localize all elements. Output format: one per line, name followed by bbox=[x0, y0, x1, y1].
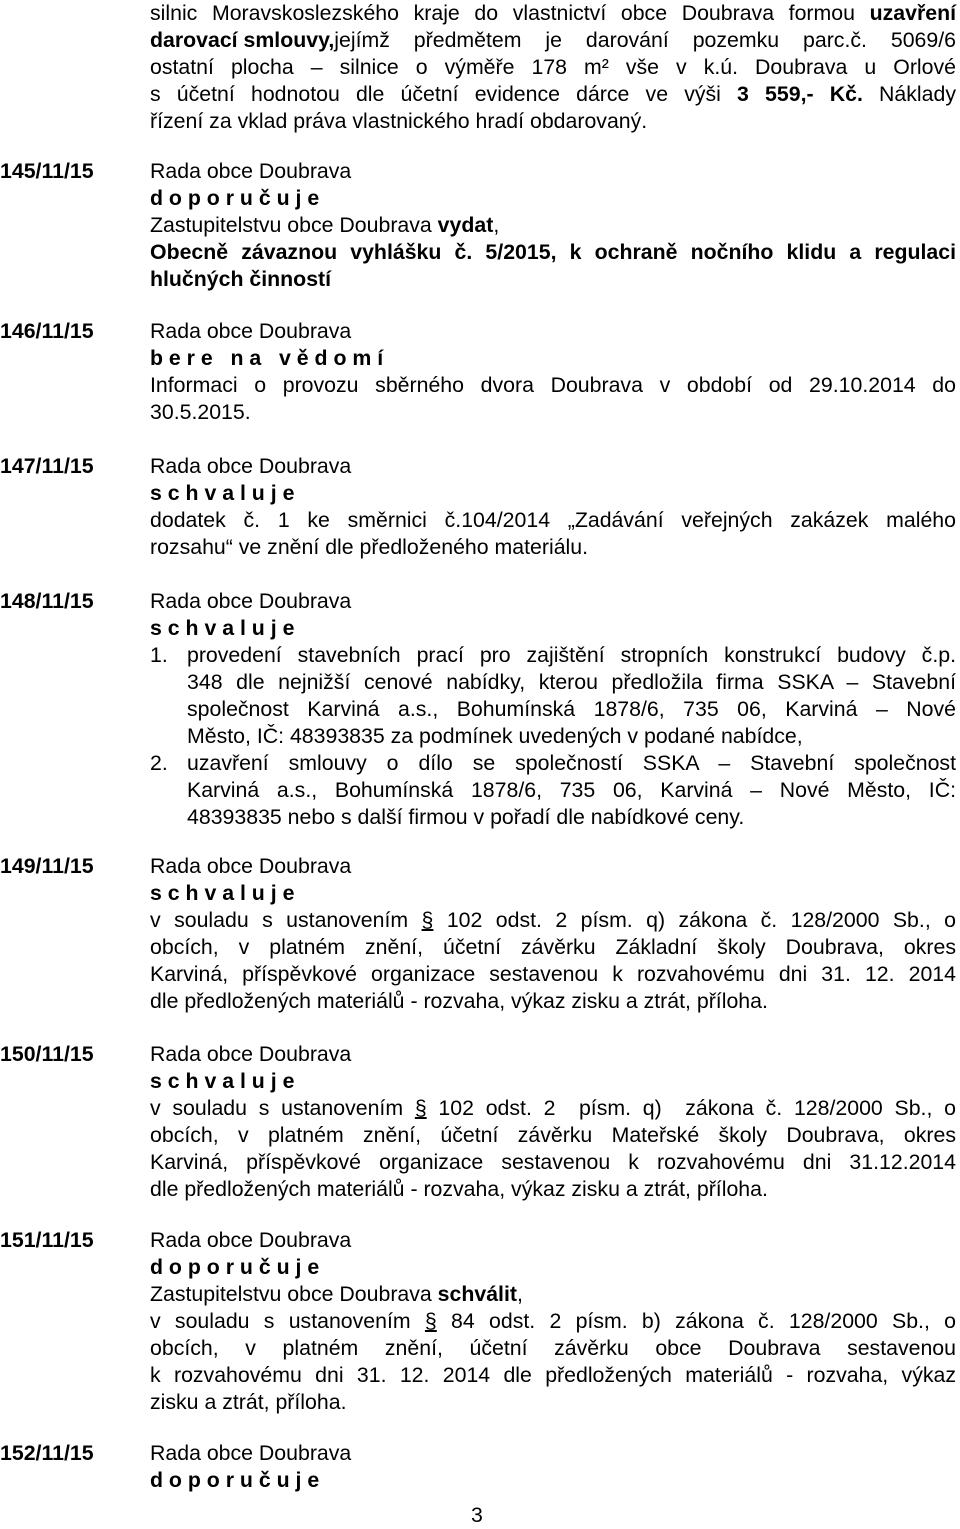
resolution-body: Rada obce Doubrava bbox=[150, 454, 352, 478]
page-number: 3 bbox=[471, 1503, 483, 1527]
resolution-text bbox=[150, 507, 956, 534]
resolution-text bbox=[150, 1308, 956, 1335]
resolution-body: Rada obce Doubrava bbox=[150, 1441, 352, 1465]
resolution-text bbox=[150, 1122, 956, 1149]
intro-line-2 bbox=[150, 27, 956, 54]
resolution-text bbox=[150, 961, 956, 988]
resolution-verb: s c h v a l u j e bbox=[150, 616, 295, 640]
resolution-text bbox=[150, 372, 956, 399]
resolution-text: 30.5.2015. bbox=[150, 400, 251, 424]
text-part: , bbox=[516, 1282, 523, 1306]
resolution-text: zisku a ztrát, příloha. bbox=[150, 1390, 347, 1414]
text-part: dodatek č. 1 ke směrnici č.104/2014 „Zadávání veřejných zakázek malého bbox=[150, 508, 956, 532]
text-bold: Obecně závaznou vyhlášku č. 5/2015, k ochraně nočního klidu a regulaci bbox=[150, 240, 956, 264]
text-bold: vydat bbox=[437, 213, 494, 237]
intro-line-1 bbox=[150, 0, 956, 27]
text-part: Informaci o provozu sběrného dvora Doubrava v období od 29.10.2014 do bbox=[150, 373, 956, 397]
list-item bbox=[187, 750, 956, 777]
resolution-verb: b e r e n a v ě d o m í bbox=[150, 346, 384, 370]
text-part: obcích, v platném znění, účetní závěrku Základní školy Doubrava, okres bbox=[150, 935, 956, 959]
intro-bold: uzavření bbox=[869, 1, 956, 25]
list-item bbox=[187, 777, 956, 804]
text-part: 102 odst. 2 písm. q) zákona č. 128/2000 Sb., o bbox=[433, 908, 956, 932]
list-item bbox=[187, 642, 956, 669]
intro-line-4 bbox=[150, 81, 956, 108]
text-part: obcích, v platném znění, účetní závěrku obce Doubrava sestavenou bbox=[150, 1336, 956, 1360]
section-sign: § bbox=[414, 1096, 427, 1120]
resolution-number: 149/11/15 bbox=[0, 854, 94, 878]
section-sign: § bbox=[424, 1309, 437, 1333]
resolution-number: 148/11/15 bbox=[0, 589, 94, 613]
intro-text: jejímž předmětem je darování pozemku parc.č. 5069/6 bbox=[334, 28, 956, 52]
resolution-body: Rada obce Doubrava bbox=[150, 319, 352, 343]
resolution-text bbox=[150, 907, 956, 934]
resolution-number: 151/11/15 bbox=[0, 1228, 94, 1252]
text-part: v souladu s ustanovením bbox=[150, 1096, 415, 1120]
text-part: 102 odst. 2 písm. q) zákona č. 128/2000 Sb., o bbox=[426, 1096, 956, 1120]
resolution-text: hlučných činností bbox=[150, 267, 332, 291]
resolution-text bbox=[150, 212, 499, 239]
resolution-text bbox=[150, 1149, 956, 1176]
resolution-text bbox=[150, 934, 956, 961]
list-item bbox=[187, 669, 956, 696]
text-part: Zastupitelstvu obce Doubrava bbox=[150, 1282, 438, 1306]
text-part: Karviná a.s., Bohumínská 1878/6, 735 06, Karviná – Nové Město, IČ: bbox=[187, 778, 956, 802]
text-part: k rozvahovému dni 31. 12. 2014 dle předložených materiálů - rozvaha, výkaz bbox=[150, 1363, 956, 1387]
resolution-body: Rada obce Doubrava bbox=[150, 1228, 352, 1252]
text-part: 84 odst. 2 písm. b) zákona č. 128/2000 Sb., o bbox=[436, 1309, 956, 1333]
section-sign: § bbox=[421, 908, 434, 932]
text-part: v souladu s ustanovením bbox=[150, 1309, 425, 1333]
text-part: v souladu s ustanovením bbox=[150, 908, 422, 932]
resolution-number: 145/11/15 bbox=[0, 159, 94, 183]
resolution-verb: s c h v a l u j e bbox=[150, 481, 295, 505]
resolution-text bbox=[150, 1335, 956, 1362]
intro-text: s účetní hodnotou dle účetní evidence dárce ve výši bbox=[150, 82, 738, 106]
resolution-text bbox=[150, 1095, 956, 1122]
resolution-body: Rada obce Doubrava bbox=[150, 159, 352, 183]
text-bold: schválit bbox=[437, 1282, 517, 1306]
resolution-verb: d o p o r u č u j e bbox=[150, 1255, 320, 1279]
resolution-text: rozsahu“ ve znění dle předloženého materiálu. bbox=[150, 535, 589, 559]
text-part: , bbox=[493, 213, 500, 237]
intro-line-3 bbox=[150, 54, 956, 81]
intro-text: ostatní plocha – silnice o výměře 178 m² vše v k.ú. Doubrava u Orlové bbox=[150, 55, 956, 79]
resolution-number: 147/11/15 bbox=[0, 454, 94, 478]
list-item: 48393835 nebo s další firmou v pořadí dle nabídkové ceny. bbox=[187, 805, 745, 829]
resolution-verb: s c h v a l u j e bbox=[150, 1069, 295, 1093]
resolution-verb: d o p o r u č u j e bbox=[150, 186, 320, 210]
resolution-number: 152/11/15 bbox=[0, 1441, 94, 1465]
text-part: provedení stavebních prací pro zajištění stropních konstrukcí budovy č.p. bbox=[187, 643, 956, 667]
intro-text: řízení za vklad práva vlastnického hradí obdarovaný. bbox=[150, 109, 648, 133]
intro-line-5 bbox=[150, 108, 647, 135]
intro-text: silnic Moravskoslezského kraje do vlastnictví obce Doubrava formou bbox=[150, 1, 870, 25]
resolution-number: 146/11/15 bbox=[0, 319, 94, 343]
resolution-text bbox=[150, 239, 956, 266]
intro-bold: darovací smlouvy, bbox=[150, 28, 335, 52]
resolution-number: 150/11/15 bbox=[0, 1042, 94, 1066]
text-part: obcích, v platném znění, účetní závěrku Mateřské školy Doubrava, okres bbox=[150, 1123, 956, 1147]
text-part: uzavření smlouvy o dílo se společností SSKA – Stavební společnost bbox=[187, 751, 956, 775]
intro-text: Náklady bbox=[862, 82, 956, 106]
text-part: společnost Karviná a.s., Bohumínská 1878/6, 735 06, Karviná – Nové bbox=[187, 697, 956, 721]
intro-bold: 3 559,- Kč. bbox=[737, 82, 863, 106]
resolution-text: dle předložených materiálů - rozvaha, výkaz zisku a ztrát, příloha. bbox=[150, 989, 768, 1013]
resolution-body: Rada obce Doubrava bbox=[150, 1042, 352, 1066]
resolution-body: Rada obce Doubrava bbox=[150, 854, 352, 878]
text-part: Karviná, příspěvkové organizace sestavenou k rozvahovému dni 31. 12. 2014 bbox=[150, 962, 956, 986]
text-part: Zastupitelstvu obce Doubrava bbox=[150, 213, 438, 237]
resolution-verb: d o p o r u č u j e bbox=[150, 1468, 320, 1492]
resolution-body: Rada obce Doubrava bbox=[150, 589, 352, 613]
resolution-text bbox=[150, 1362, 956, 1389]
list-number: 1. bbox=[150, 643, 168, 667]
resolution-verb: s c h v a l u j e bbox=[150, 881, 295, 905]
list-item: Město, IČ: 48393835 za podmínek uvedených v podané nabídce, bbox=[187, 724, 803, 748]
list-item bbox=[187, 696, 956, 723]
resolution-text: dle předložených materiálů - rozvaha, výkaz zisku a ztrát, příloha. bbox=[150, 1177, 768, 1201]
list-number: 2. bbox=[150, 751, 168, 775]
text-part: 348 dle nejnižší cenové nabídky, kterou předložila firma SSKA – Stavební bbox=[187, 670, 956, 694]
text-part: Karviná, příspěvkové organizace sestavenou k rozvahovému dni 31.12.2014 bbox=[150, 1150, 956, 1174]
resolution-text bbox=[150, 1281, 523, 1308]
